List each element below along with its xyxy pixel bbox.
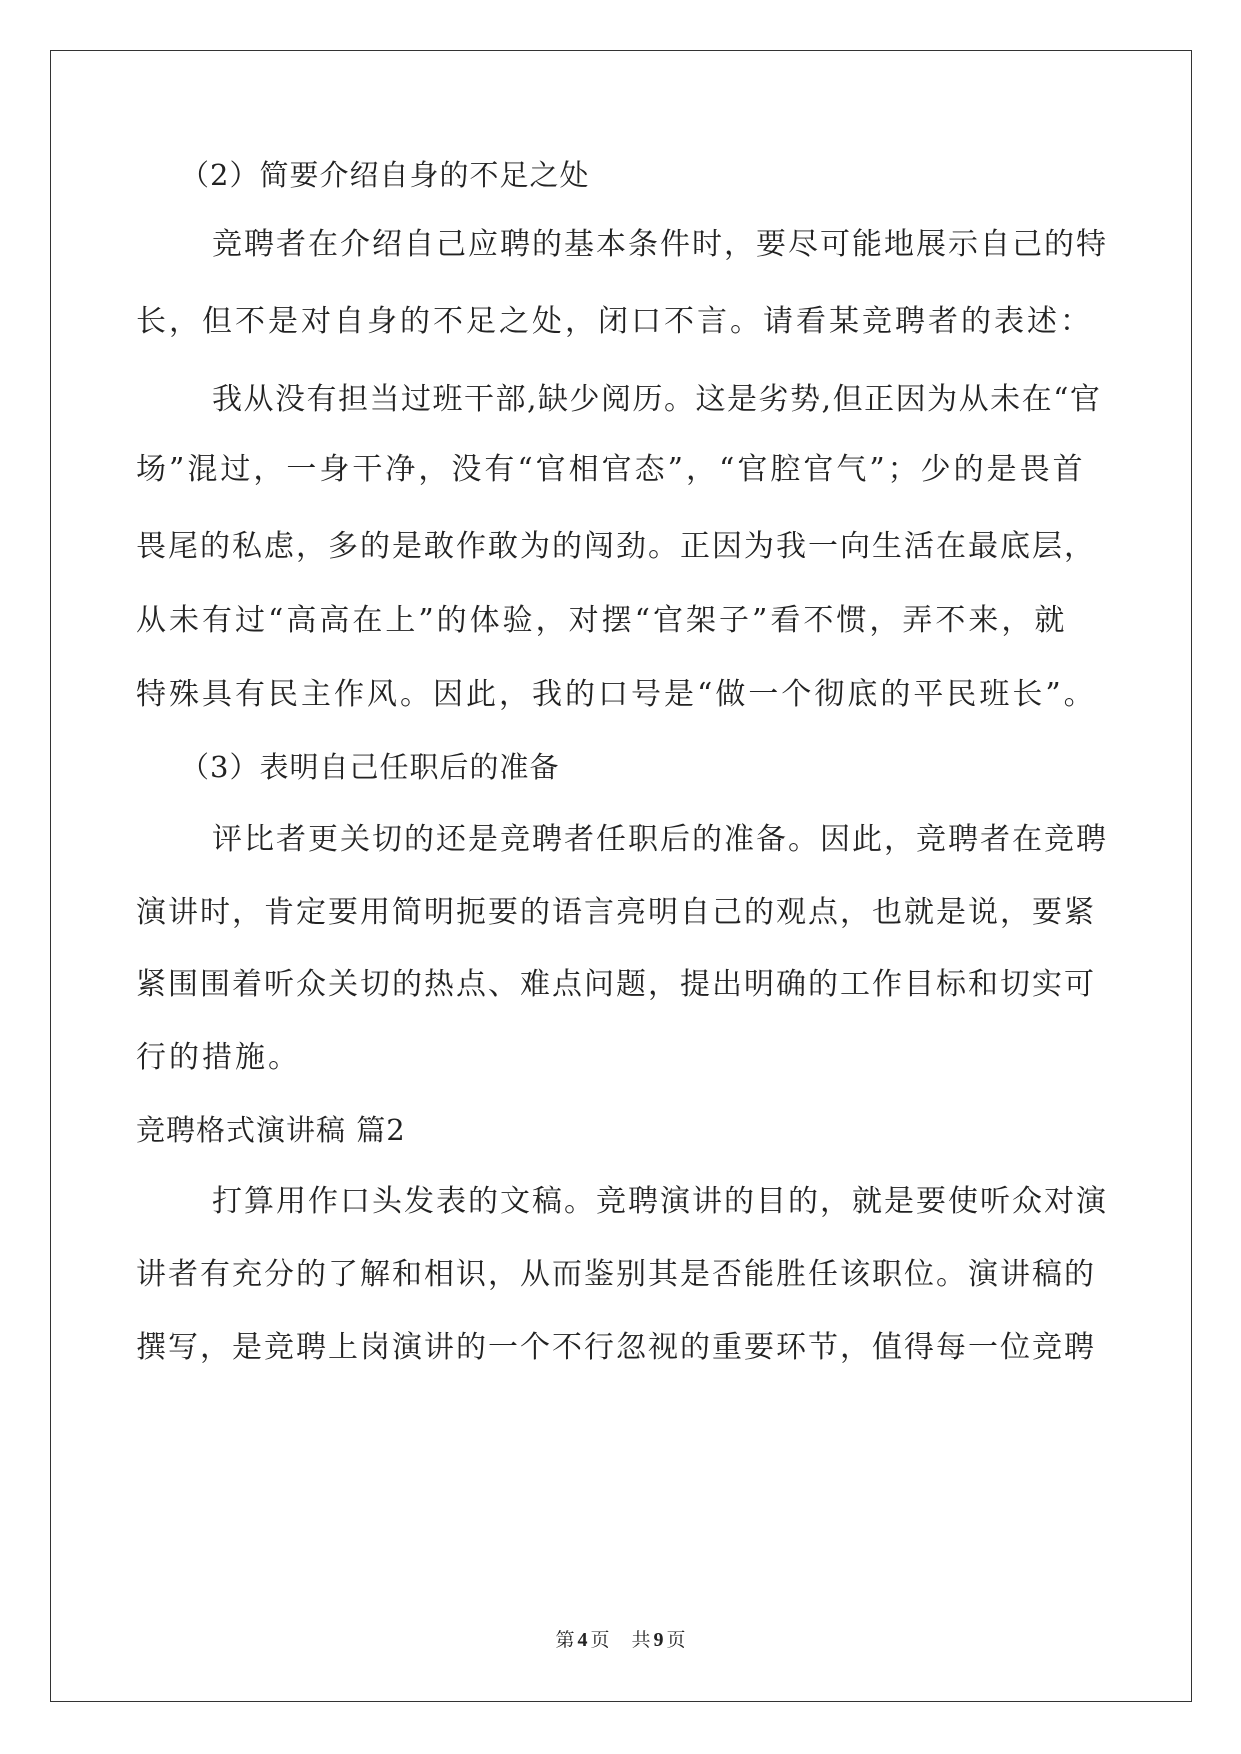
- paragraph-line: 我从没有担当过班干部,缺少阅历。这是劣势,但正因为从未在“官: [212, 382, 1102, 417]
- paragraph-line: 讲者有充分的了解和相识，从而鉴别其是否能胜任该职位。演讲稿的: [136, 1257, 1096, 1292]
- subheading-3: （3）表明自己任职后的准备: [180, 750, 560, 784]
- paragraph-line: 场”混过，一身干净，没有“官相官态”，“官腔官气”；少的是畏首: [136, 452, 1086, 487]
- paragraph-line: 演讲时，肯定要用简明扼要的语言亮明自己的观点，也就是说，要紧: [136, 895, 1096, 930]
- paragraph-line: 评比者更关切的还是竞聘者任职后的准备。因此，竞聘者在竞聘: [212, 822, 1108, 857]
- page-prefix: 第: [555, 1629, 575, 1651]
- total-prefix: 共: [631, 1629, 651, 1651]
- paragraph-line: 畏尾的私虑，多的是敢作敢为的闯劲。正因为我一向生活在最底层，: [136, 529, 1096, 564]
- paragraph-line: 竞聘者在介绍自己应聘的基本条件时，要尽可能地展示自己的特: [212, 227, 1108, 262]
- page-suffix: 页: [590, 1629, 610, 1651]
- paragraph-line: 撰写，是竞聘上岗演讲的一个不行忽视的重要环节，值得每一位竞聘: [136, 1330, 1096, 1365]
- paragraph-line: 特殊具有民主作风。因此，我的口号是“做一个彻底的平民班长”。: [136, 677, 1097, 712]
- paragraph-line: 紧围围着听众关切的热点、难点问题，提出明确的工作目标和切实可: [136, 967, 1096, 1002]
- paragraph-line: 从未有过“高高在上”的体验，对摆“官架子”看不惯，弄不来，就: [136, 603, 1068, 638]
- total-pages: 9: [653, 1629, 664, 1651]
- paragraph-line: 打算用作口头发表的文稿。竞聘演讲的目的，就是要使听众对演: [212, 1184, 1108, 1219]
- section-title: 竞聘格式演讲稿 篇2: [136, 1113, 406, 1147]
- subheading-2: （2）简要介绍自身的不足之处: [180, 158, 590, 192]
- page-number: 4: [577, 1629, 588, 1651]
- page-footer: [0, 1625, 1241, 1652]
- paragraph-line: 行的措施。: [136, 1040, 301, 1075]
- paragraph-line: 长，但不是对自身的不足之处，闭口不言。请看某竞聘者的表述：: [136, 304, 1093, 339]
- total-suffix: 页: [666, 1629, 686, 1651]
